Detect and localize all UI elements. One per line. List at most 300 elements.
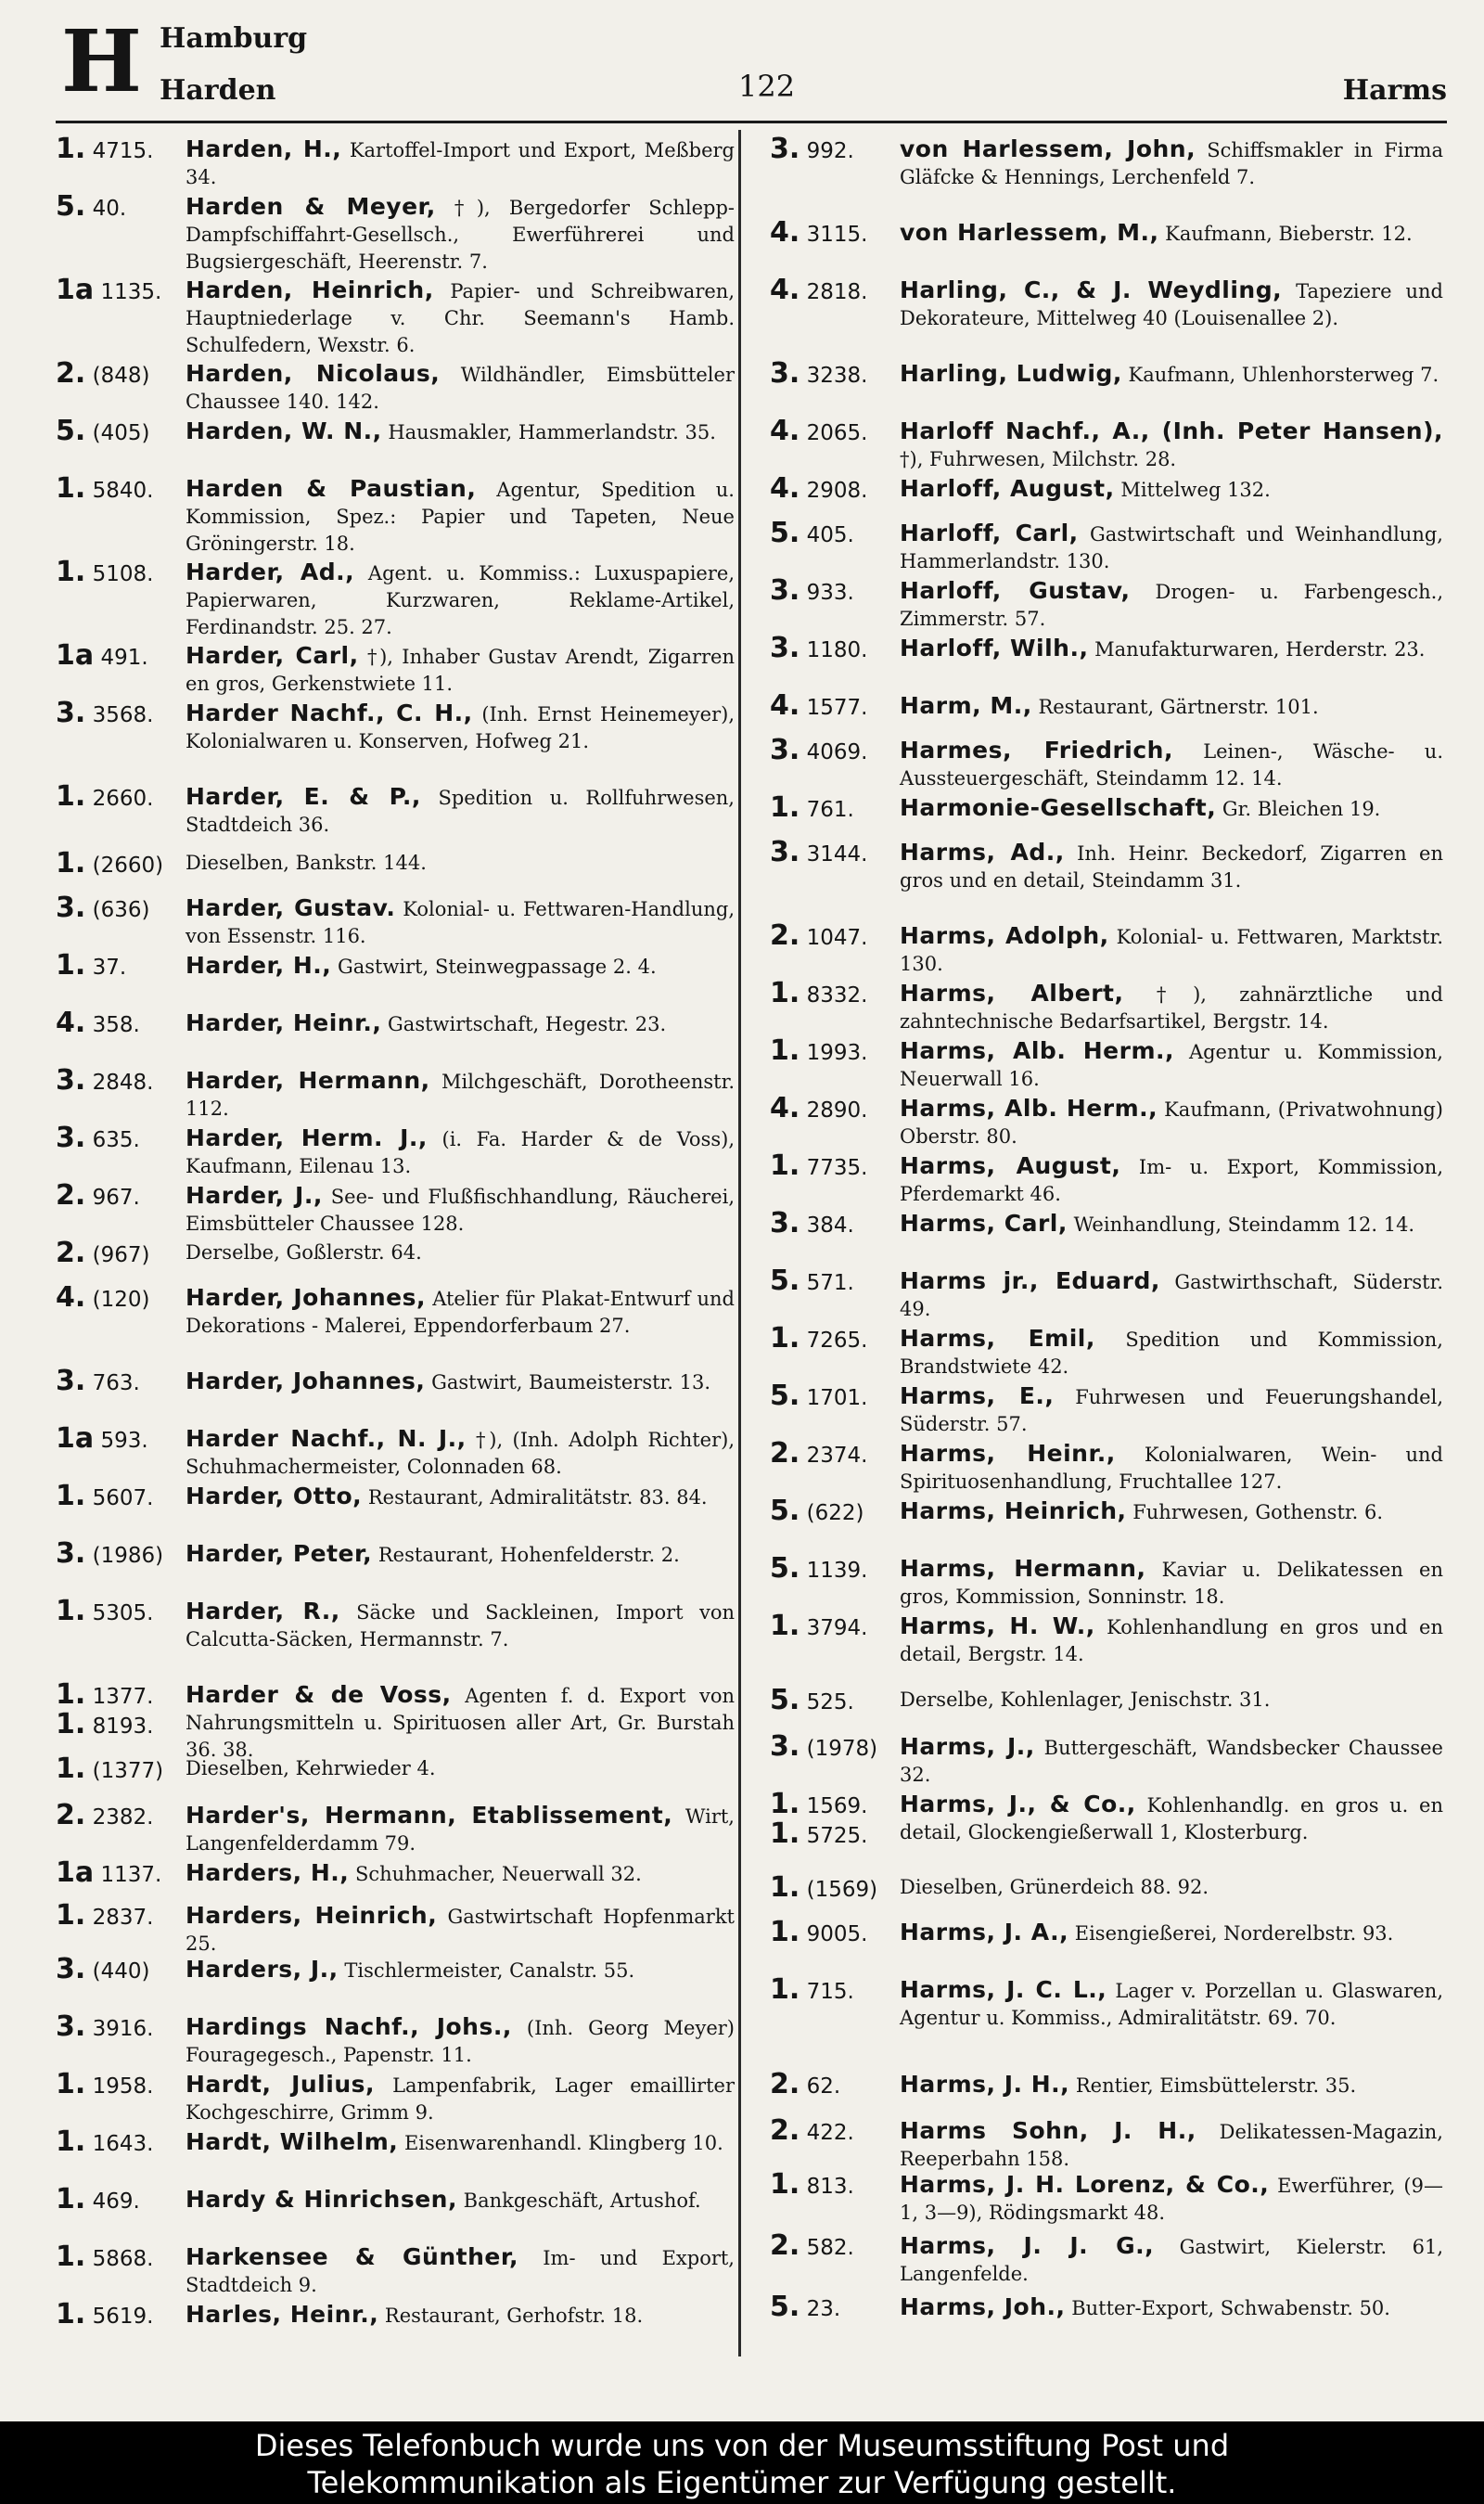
line-number: 8332. bbox=[806, 983, 868, 1008]
exchange-zone: 1. bbox=[770, 791, 800, 824]
line-number: 4715. bbox=[92, 139, 154, 163]
line-number: (1978) bbox=[806, 1737, 878, 1761]
subscriber-name: Harder, J., bbox=[186, 1182, 323, 1209]
subscriber-details: Bankgeschäft, Artushof. bbox=[463, 2189, 701, 2212]
subscriber-details: Restaurant, Admiralitätstr. 83. 84. bbox=[367, 1486, 708, 1509]
subscriber-details: †), Inhaber Gustav Arendt, Zigarren en gros, Gerkenstwiete 11. bbox=[186, 646, 735, 695]
subscriber-name: Harms, Hermann, bbox=[900, 1555, 1146, 1582]
entry-text bbox=[186, 1598, 735, 1653]
exchange-zone: 3. bbox=[56, 2010, 86, 2043]
entry-text bbox=[186, 193, 735, 276]
entry-text bbox=[186, 952, 735, 981]
line-number: (2660) bbox=[92, 854, 164, 878]
exchange-zone: 1. bbox=[770, 1322, 800, 1355]
subscriber-name: Harders, H., bbox=[186, 1859, 350, 1886]
exchange-zone: 5. bbox=[770, 517, 800, 549]
entry-text bbox=[186, 360, 735, 416]
phone-number bbox=[770, 2168, 854, 2201]
subscriber-name: von Harlessem, John, bbox=[900, 135, 1196, 162]
page-header bbox=[56, 11, 1447, 111]
subscriber-name: Harms, Ad., bbox=[900, 839, 1065, 866]
exchange-zone: 1. bbox=[770, 1149, 800, 1182]
subscriber-name: Harms, August, bbox=[900, 1152, 1121, 1179]
exchange-zone: 1a bbox=[56, 274, 95, 306]
subscriber-details: Derselbe, Goßlerstr. 64. bbox=[186, 1241, 422, 1264]
phone-number bbox=[770, 417, 867, 447]
phone-number bbox=[56, 1595, 154, 1627]
subscriber-details: Schiffsmakler in Firma Gläfcke & Hennings, Lerchenfeld 7. bbox=[900, 139, 1443, 188]
phone-number bbox=[770, 734, 868, 766]
phone-number bbox=[770, 836, 868, 868]
line-number: 1377. bbox=[92, 1685, 154, 1709]
exchange-zone: 1. bbox=[770, 2168, 800, 2201]
subscriber-name: Harms, J. J. G., bbox=[900, 2232, 1155, 2259]
exchange-zone: 1. bbox=[56, 1480, 86, 1512]
subscriber-details: Gastwirtschaft und Weinhandlung, Hammerlandstr. 130. bbox=[900, 523, 1443, 572]
line-number: 571. bbox=[806, 1271, 854, 1295]
entry-text bbox=[186, 1009, 735, 1038]
subscriber-details: Gastwirthschaft, Süderstr. 49. bbox=[900, 1271, 1443, 1320]
subscriber-details: Lager v. Porzellan u. Glaswaren, Agentur u. Kommiss., Admiralitätstr. 69. 70. bbox=[900, 1980, 1443, 2029]
line-number: (848) bbox=[92, 364, 150, 388]
exchange-zone: 2. bbox=[770, 919, 800, 952]
exchange-zone: 2. bbox=[56, 1179, 86, 1212]
subscriber-name: Harder, Gustav. bbox=[186, 894, 396, 921]
line-number: 635. bbox=[92, 1128, 140, 1152]
line-number: 8193. bbox=[92, 1714, 154, 1739]
subscriber-name: Harden, H., bbox=[186, 135, 342, 162]
phone-number bbox=[56, 1856, 162, 1889]
exchange-zone: 4. bbox=[56, 1007, 86, 1039]
subscriber-name: Harms, E., bbox=[900, 1382, 1055, 1409]
phone-number bbox=[770, 1267, 854, 1297]
line-number: 813. bbox=[806, 2175, 854, 2199]
subscriber-name: Harms, Alb. Herm., bbox=[900, 1037, 1175, 1064]
phone-number bbox=[770, 1207, 854, 1239]
phone-number bbox=[770, 632, 868, 664]
subscriber-name: Harder's, Hermann, Etablissement, bbox=[186, 1802, 673, 1829]
entry-text bbox=[186, 1681, 735, 1764]
subscriber-details: Agenten f. d. Export von Nahrungsmitteln u. Spirituosen aller Art, Gr. Burstah 36. 38. bbox=[186, 1685, 735, 1761]
subscriber-name: Harms, J., bbox=[900, 1733, 1035, 1760]
phone-number bbox=[56, 780, 154, 813]
phone-number bbox=[770, 1684, 854, 1716]
exchange-zone: 2. bbox=[56, 1237, 86, 1269]
line-number: 1958. bbox=[92, 2074, 154, 2099]
subscriber-name: Harder, Ad., bbox=[186, 559, 355, 585]
line-number: 3794. bbox=[806, 1616, 868, 1640]
subscriber-name: Harder, H., bbox=[186, 952, 332, 979]
entry-text bbox=[186, 850, 735, 877]
exchange-zone: 1. bbox=[770, 1610, 800, 1642]
phone-number bbox=[770, 1612, 867, 1642]
entry-text bbox=[900, 1037, 1443, 1093]
subscriber-details: Kartoffel-Import und Export, Meßberg 34. bbox=[186, 139, 735, 188]
entry-text bbox=[900, 839, 1443, 894]
exchange-zone: 1. bbox=[56, 2241, 86, 2273]
phone-number bbox=[56, 1480, 154, 1512]
entry-text bbox=[186, 1182, 735, 1238]
entry-text bbox=[900, 2071, 1443, 2100]
exchange-zone: 1a bbox=[56, 639, 95, 672]
line-number: 358. bbox=[92, 1013, 140, 1037]
line-number: 1643. bbox=[92, 2132, 154, 2156]
phone-number bbox=[770, 2114, 854, 2147]
entry-text bbox=[900, 417, 1443, 473]
phone-number bbox=[770, 574, 854, 607]
subscriber-name: Harms, Alb. Herm., bbox=[900, 1095, 1158, 1122]
exchange-zone: 5. bbox=[770, 2291, 800, 2323]
subscriber-name: Harms, J. H., bbox=[900, 2071, 1070, 2098]
subscriber-details: Agent. u. Kommiss.: Luxuspapiere, Papierwaren, Kurzwaren, Reklame-Artikel, Ferdinandstr. 25. 27. bbox=[186, 562, 735, 638]
subscriber-details: Säcke und Sackleinen, Import von Calcutta-Säcken, Hermannstr. 7. bbox=[186, 1601, 735, 1650]
line-number: 1569. bbox=[806, 1794, 868, 1818]
subscriber-name: Harder & de Voss, bbox=[186, 1681, 452, 1708]
line-number: 1047. bbox=[806, 926, 868, 950]
line-number: 2908. bbox=[806, 479, 868, 503]
line-number: 1993. bbox=[806, 1041, 868, 1065]
entry-text bbox=[186, 1124, 735, 1180]
phone-number bbox=[56, 2183, 140, 2215]
subscriber-name: Harling, Ludwig, bbox=[900, 360, 1122, 387]
phone-number bbox=[56, 2243, 153, 2273]
exchange-zone: 4. bbox=[770, 216, 800, 249]
line-number: 23. bbox=[806, 2297, 841, 2321]
subscriber-details: Ewerführer, (9—1, 3—9), Rödingsmarkt 48. bbox=[900, 2175, 1443, 2224]
subscriber-name: Harder, Johannes, bbox=[186, 1368, 426, 1394]
subscriber-details: Gr. Bleichen 19. bbox=[1222, 798, 1381, 820]
subscriber-details: (Inh. Ernst Heinemeyer), Kolonialwaren u. Konserven, Hofweg 21. bbox=[186, 703, 735, 752]
exchange-zone: 5. bbox=[56, 190, 86, 223]
phone-number bbox=[56, 1755, 163, 1785]
subscriber-name: Harloff, Carl, bbox=[900, 520, 1079, 546]
line-number: 2848. bbox=[92, 1071, 154, 1095]
line-number: 933. bbox=[806, 581, 854, 605]
entry-text bbox=[900, 520, 1443, 575]
line-number: 1137. bbox=[100, 1863, 162, 1887]
exchange-zone: 3. bbox=[56, 1064, 86, 1097]
phone-number bbox=[770, 2068, 841, 2100]
exchange-zone: 1. bbox=[56, 556, 86, 588]
entry-text bbox=[186, 2013, 735, 2069]
subscriber-details: Kolonial- u. Fettwaren-Handlung, von Essenstr. 116. bbox=[186, 898, 735, 947]
line-number: 5305. bbox=[92, 1601, 154, 1625]
phone-number bbox=[770, 689, 868, 722]
line-number: 5725. bbox=[806, 1824, 868, 1848]
line-number: 2382. bbox=[92, 1805, 154, 1830]
line-number: 5868. bbox=[92, 2247, 154, 2271]
phone-number bbox=[56, 1064, 154, 1097]
subscriber-details: Agentur, Spedition u. Kommission, Spez.: Papier und Tapeten, Neue Gröningerstr. 18. bbox=[186, 479, 735, 555]
exchange-zone: 2. bbox=[770, 2068, 800, 2100]
entry-text bbox=[900, 692, 1443, 721]
exchange-zone: 1. bbox=[770, 1973, 800, 2006]
subscriber-details: Lampenfabrik, Lager emaillirter Kochgeschirre, Grimm 9. bbox=[186, 2074, 735, 2124]
subscriber-name: Harms, Emil, bbox=[900, 1325, 1095, 1352]
entry-text bbox=[186, 1956, 735, 1984]
exchange-zone: 4. bbox=[770, 415, 800, 447]
phone-number bbox=[770, 1437, 868, 1470]
exchange-zone: 3. bbox=[770, 357, 800, 390]
exchange-zone: 2. bbox=[770, 2114, 800, 2147]
line-number: 3144. bbox=[806, 842, 868, 867]
subscriber-details: †), Bergedorfer Schlepp-Dampfschiffahrt-Gesellsch., Ewerführerei und Bugsiergeschäft, Heerenstr. 7. bbox=[186, 197, 735, 273]
subscriber-details: (Inh. Georg Meyer) Fouragegesch., Papenstr. 11. bbox=[186, 2017, 735, 2066]
exchange-zone: 5. bbox=[770, 1495, 800, 1527]
line-number: 761. bbox=[806, 798, 854, 822]
entry-text bbox=[900, 737, 1443, 792]
line-number: 405. bbox=[806, 523, 854, 547]
subscriber-details: Kaufmann, Bieberstr. 12. bbox=[1165, 223, 1413, 245]
subscriber-name: Harloff Nachf., A., (Inh. Peter Hansen), bbox=[900, 417, 1443, 444]
exchange-zone: 3. bbox=[56, 892, 86, 924]
phone-number bbox=[56, 417, 149, 447]
subscriber-name: Harden, W. N., bbox=[186, 417, 382, 444]
subscriber-name: Harder, Hermann, bbox=[186, 1067, 430, 1094]
phone-number bbox=[770, 276, 867, 306]
subscriber-details: Eisenwarenhandl. Klingberg 10. bbox=[403, 2132, 723, 2154]
subscriber-name: Harder, Otto, bbox=[186, 1483, 363, 1509]
phone-number bbox=[56, 1179, 140, 1212]
subscriber-details: Dieselben, Bankstr. 144. bbox=[186, 852, 427, 874]
subscriber-name: Harloff, August, bbox=[900, 475, 1115, 502]
exchange-zone: 1a bbox=[56, 1422, 95, 1455]
phone-number bbox=[56, 1281, 150, 1314]
phone-number bbox=[56, 639, 148, 672]
phone-number bbox=[770, 1730, 878, 1763]
entry-text bbox=[900, 794, 1443, 823]
entry-text bbox=[900, 1497, 1443, 1526]
subscriber-details: Dieselben, Kehrwieder 4. bbox=[186, 1757, 436, 1779]
subscriber-name: Harm, M., bbox=[900, 692, 1032, 719]
subscriber-name: Harmonie-Gesellschaft, bbox=[900, 794, 1217, 821]
exchange-zone: 2. bbox=[56, 1799, 86, 1831]
phone-number bbox=[56, 1239, 149, 1269]
entry-text bbox=[900, 1267, 1443, 1323]
entry-text bbox=[186, 1284, 735, 1340]
entry-text bbox=[900, 2171, 1443, 2227]
subscriber-name: Harms, Adolph, bbox=[900, 922, 1109, 949]
phone-number bbox=[56, 1365, 140, 1397]
subscriber-name: Harms, J. A., bbox=[900, 1919, 1069, 1945]
subscriber-details: Buttergeschäft, Wandsbecker Chaussee 32. bbox=[900, 1737, 1443, 1786]
entry-text bbox=[900, 219, 1443, 248]
line-number: 1139. bbox=[806, 1559, 868, 1583]
subscriber-name: Harms, Albert, bbox=[900, 980, 1124, 1007]
entry-text bbox=[900, 1555, 1443, 1611]
entry-text bbox=[900, 1687, 1443, 1714]
line-number: (120) bbox=[92, 1288, 150, 1312]
entry-text bbox=[900, 980, 1443, 1035]
subscriber-name: Harden & Meyer, bbox=[186, 193, 436, 220]
entry-text bbox=[900, 2293, 1443, 2322]
line-number: 384. bbox=[806, 1213, 854, 1238]
exchange-zone: 1. bbox=[770, 1916, 800, 1948]
exchange-zone: 1. bbox=[56, 847, 86, 880]
line-number: 62. bbox=[806, 2074, 841, 2099]
exchange-zone: 2. bbox=[770, 1437, 800, 1470]
subscriber-name: Hardings Nachf., Johs., bbox=[186, 2013, 512, 2040]
subscriber-details: Tischlermeister, Canalstr. 55. bbox=[344, 1959, 635, 1982]
exchange-zone: 2. bbox=[770, 2229, 800, 2262]
entry-text bbox=[186, 2128, 735, 2157]
subscriber-details: Restaurant, Hohenfelderstr. 2. bbox=[377, 1544, 680, 1566]
entry-text bbox=[186, 894, 735, 950]
line-number: 593. bbox=[100, 1429, 148, 1453]
subscriber-name: Harms, J. C. L., bbox=[900, 1976, 1107, 2003]
subscriber-details: Gastwirtschaft, Hegestr. 23. bbox=[388, 1013, 667, 1035]
entry-text bbox=[900, 577, 1443, 633]
subscriber-details: Schuhmacher, Neuerwall 32. bbox=[355, 1863, 642, 1885]
line-number: 7265. bbox=[806, 1329, 868, 1353]
subscriber-name: Hardt, Wilhelm, bbox=[186, 2128, 399, 2155]
subscriber-details: Derselbe, Kohlenlager, Jenischstr. 31. bbox=[900, 1689, 1271, 1711]
subscriber-name: Harden & Paustian, bbox=[186, 475, 477, 502]
exchange-zone: 1. bbox=[56, 1753, 86, 1785]
subscriber-name: Harkensee & Günther, bbox=[186, 2243, 518, 2270]
entry-text bbox=[900, 2232, 1443, 2288]
line-number: 422. bbox=[806, 2121, 854, 2145]
line-number: 5619. bbox=[92, 2305, 154, 2329]
line-number: (1377) bbox=[92, 1759, 164, 1783]
exchange-zone: 1. bbox=[770, 1871, 800, 1904]
phone-number bbox=[56, 1799, 154, 1831]
subscriber-details: Gastwirt, Baumeisterstr. 13. bbox=[431, 1371, 711, 1393]
entry-text bbox=[186, 417, 735, 446]
subscriber-details: Fuhrwesen und Feuerungshandel, Süderstr. 57. bbox=[900, 1386, 1443, 1435]
line-number: 4069. bbox=[806, 740, 868, 764]
phone-number bbox=[56, 1537, 164, 1570]
phone-number bbox=[56, 1899, 154, 1932]
phone-number bbox=[770, 2293, 840, 2323]
entry-text bbox=[900, 360, 1443, 389]
phone-number bbox=[56, 949, 127, 982]
phone-number bbox=[770, 1788, 868, 1850]
exchange-zone: 3. bbox=[770, 836, 800, 868]
line-number: (636) bbox=[92, 898, 150, 922]
subscriber-details: Wirt, Langenfelderdamm 79. bbox=[186, 1805, 735, 1855]
subscriber-details: Hausmakler, Hammerlandstr. 35. bbox=[388, 421, 716, 443]
exchange-zone: 1. bbox=[56, 2125, 86, 2158]
exchange-zone: 3. bbox=[56, 1122, 86, 1154]
exchange-zone: 5. bbox=[770, 1552, 800, 1585]
line-number: 5108. bbox=[92, 562, 154, 586]
exchange-zone: 3. bbox=[770, 632, 800, 664]
phone-number bbox=[770, 1382, 867, 1412]
entry-text bbox=[186, 135, 735, 191]
phone-number bbox=[770, 135, 854, 165]
entry-text bbox=[900, 1874, 1443, 1901]
column-divider bbox=[738, 130, 741, 2356]
exchange-zone: 1. bbox=[770, 1817, 800, 1850]
line-number: 763. bbox=[92, 1371, 140, 1395]
entry-text bbox=[186, 1368, 735, 1396]
line-number: (1986) bbox=[92, 1544, 164, 1568]
phone-number bbox=[770, 1916, 868, 1948]
subscriber-details: Eisengießerei, Norderelbstr. 93. bbox=[1074, 1922, 1394, 1945]
subscriber-details: See- und Flußfischhandlung, Räucherei, Eimsbütteler Chaussee 128. bbox=[186, 1186, 736, 1235]
subscriber-name: Harder Nachf., N. J., bbox=[186, 1425, 467, 1452]
subscriber-details: †), (Inh. Adolph Richter), Schuhmachermeister, Colonnaden 68. bbox=[186, 1429, 735, 1478]
subscriber-name: Harder, Carl, bbox=[186, 642, 359, 669]
phone-number bbox=[770, 1092, 868, 1124]
subscriber-details: Gastwirtschaft Hopfenmarkt 25. bbox=[186, 1906, 735, 1955]
line-number: (405) bbox=[92, 421, 150, 445]
exchange-zone: 1. bbox=[56, 472, 86, 505]
subscriber-details: Spedition und Kommission, Brandstwiete 42. bbox=[900, 1329, 1443, 1378]
exchange-zone: 4. bbox=[770, 472, 800, 505]
entry-text bbox=[900, 1440, 1443, 1496]
entry-text bbox=[186, 2071, 735, 2126]
line-number: (440) bbox=[92, 1959, 150, 1984]
entry-text bbox=[900, 1152, 1443, 1208]
subscriber-name: Harms, Carl, bbox=[900, 1210, 1068, 1237]
subscriber-name: Harling, C., & J. Weydling, bbox=[900, 276, 1283, 303]
subscriber-details: Kaufmann, Uhlenhorsterweg 7. bbox=[1128, 364, 1439, 386]
entry-text bbox=[900, 1791, 1443, 1846]
exchange-zone: 1. bbox=[56, 2298, 86, 2331]
entry-text bbox=[900, 1976, 1443, 2032]
phone-number bbox=[56, 2010, 154, 2043]
line-number: 2818. bbox=[806, 280, 868, 304]
exchange-zone: 5. bbox=[770, 1380, 800, 1412]
exchange-zone: 1a bbox=[56, 1856, 95, 1889]
footer-line-2: Telekommunikation als Eigentümer zur Verfügung gestellt. bbox=[307, 2465, 1177, 2500]
entry-text bbox=[900, 1733, 1443, 1789]
exchange-zone: 1. bbox=[56, 2068, 86, 2100]
line-number: 1577. bbox=[806, 696, 868, 720]
line-number: 3238. bbox=[806, 364, 868, 388]
entry-text bbox=[900, 1382, 1443, 1438]
subscriber-details: †), Fuhrwesen, Milchstr. 28. bbox=[900, 448, 1177, 470]
subscriber-name: Harms, J. H. Lorenz, & Co., bbox=[900, 2171, 1270, 2198]
header-rule bbox=[56, 121, 1447, 123]
line-number: 715. bbox=[806, 1980, 854, 2004]
exchange-zone: 1. bbox=[770, 1034, 800, 1067]
subscriber-name: Harms, Heinr., bbox=[900, 1440, 1116, 1467]
exchange-zone: 3. bbox=[770, 574, 800, 607]
line-number: 967. bbox=[92, 1186, 140, 1210]
entry-text bbox=[900, 1919, 1443, 1947]
subscriber-details: Atelier für Plakat-Entwurf und Dekorations - Malerei, Eppendorferbaum 27. bbox=[186, 1288, 735, 1337]
subscriber-details: Weinhandlung, Steindamm 12. 14. bbox=[1073, 1213, 1415, 1236]
phone-number bbox=[770, 517, 854, 549]
phone-number bbox=[56, 1678, 154, 1740]
entry-text bbox=[186, 1067, 735, 1123]
subscriber-details: Fuhrwesen, Gothenstr. 6. bbox=[1132, 1501, 1384, 1523]
exchange-zone: 3. bbox=[56, 1365, 86, 1397]
phone-number bbox=[56, 697, 154, 729]
phone-number bbox=[56, 2068, 154, 2100]
line-number: 1135. bbox=[100, 280, 162, 304]
phone-number bbox=[56, 556, 154, 588]
entry-text bbox=[900, 1210, 1443, 1239]
subscriber-name: Harder Nachf., C. H., bbox=[186, 700, 473, 726]
phone-number bbox=[770, 1322, 868, 1355]
subscriber-name: Harden, Nicolaus, bbox=[186, 360, 441, 387]
subscriber-name: Harms, J., & Co., bbox=[900, 1791, 1136, 1817]
phone-number bbox=[56, 847, 164, 880]
entry-text bbox=[186, 1540, 735, 1569]
phone-number bbox=[56, 1953, 150, 1985]
subscriber-details: Kolonial- u. Fettwaren, Marktstr. 130. bbox=[900, 926, 1443, 975]
exchange-zone: 5. bbox=[770, 1265, 800, 1297]
subscriber-details: Kohlenhandlg. en gros u. en detail, Glockengießerwall 1, Klosterburg. bbox=[900, 1794, 1443, 1843]
entry-text bbox=[900, 475, 1443, 504]
phone-number bbox=[56, 1009, 140, 1039]
line-number: 40. bbox=[92, 197, 127, 221]
entry-text bbox=[900, 1325, 1443, 1380]
